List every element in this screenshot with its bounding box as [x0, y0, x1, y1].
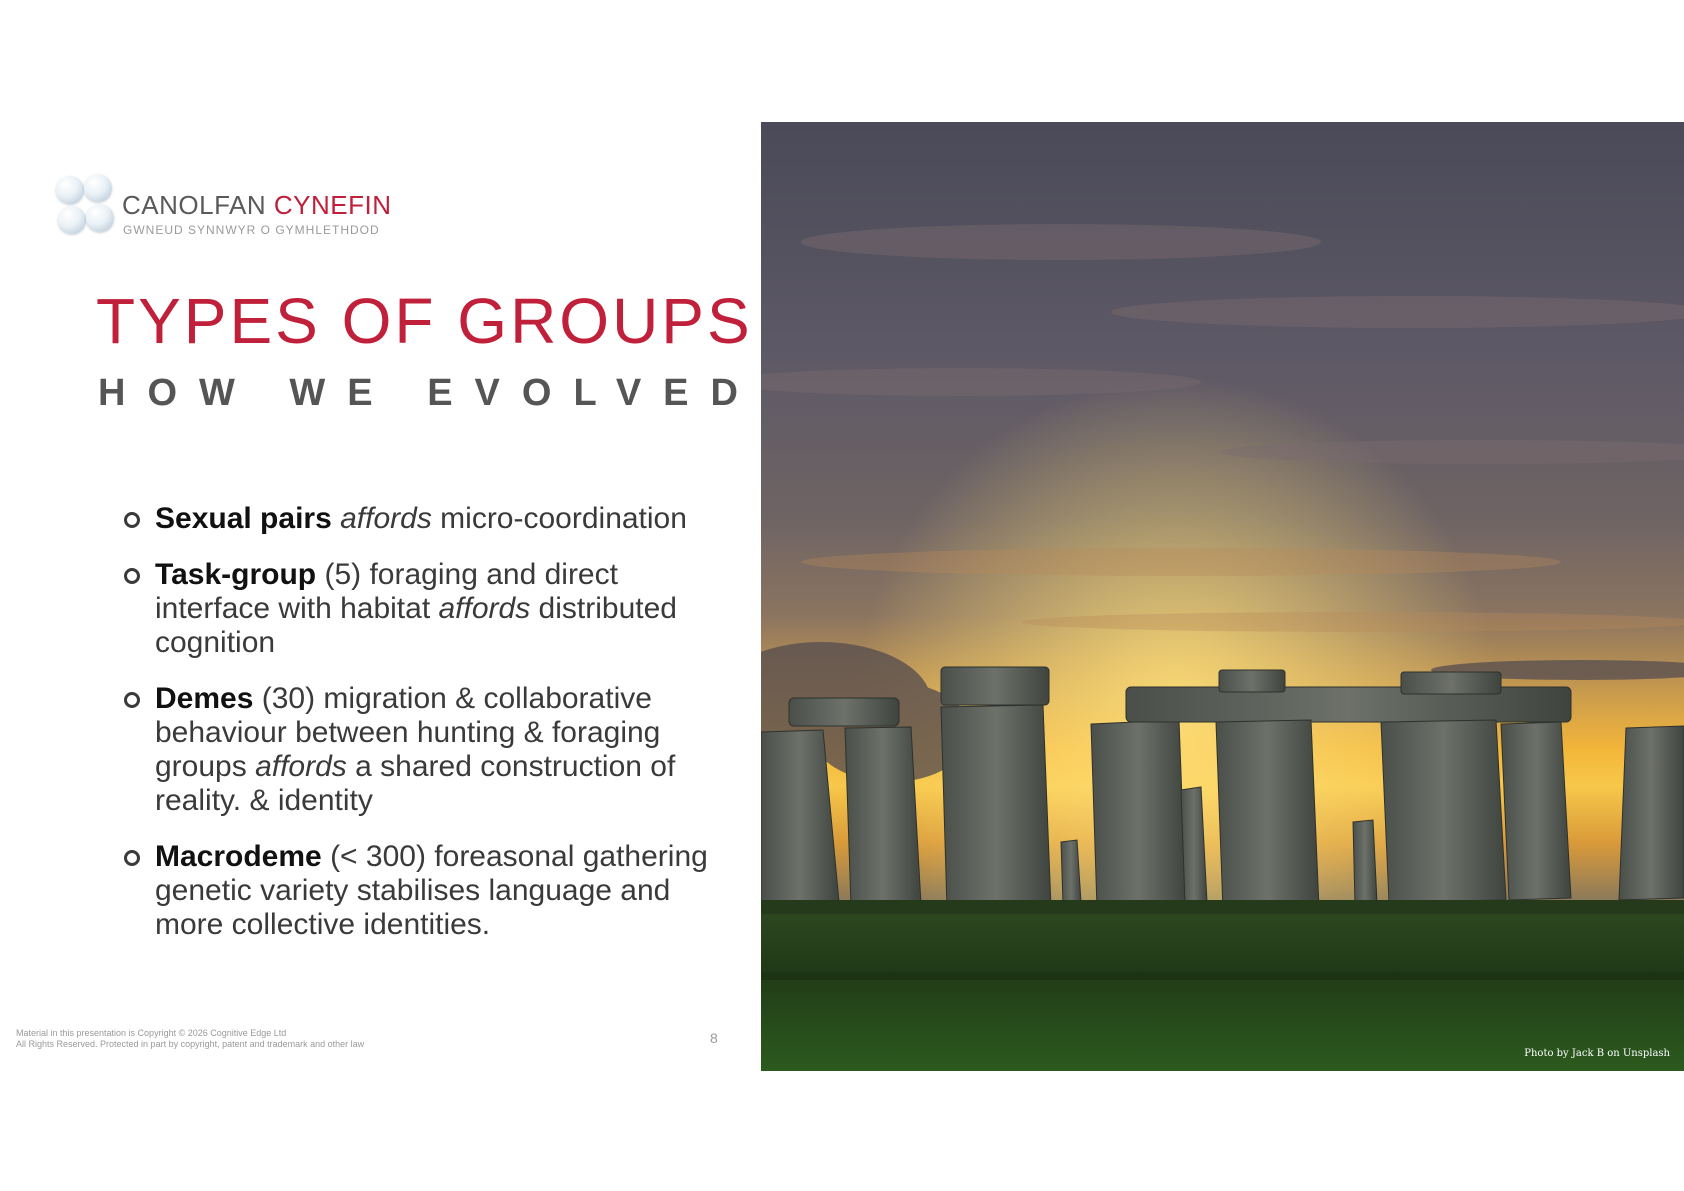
bullet-circle-icon	[124, 512, 140, 528]
bullet-text: (30) migration & collaborative behaviour between hunting & foraging groups	[155, 682, 661, 783]
list-item	[124, 682, 724, 818]
list-item	[124, 502, 724, 536]
stonehenge-sunset-photo	[761, 122, 1684, 1071]
bullet-term: Macrodeme	[155, 840, 322, 873]
canolfan-cynefin-logo	[56, 174, 396, 244]
bullet-term: Demes	[155, 682, 254, 715]
group-types-list	[124, 502, 724, 964]
list-item	[124, 840, 724, 942]
bullet-text-after: micro-coordination	[431, 502, 687, 535]
copyright-line-1: Material in this presentation is Copyright © 2026 Cognitive Edge Ltd	[16, 1028, 287, 1038]
bullet-text	[332, 502, 340, 535]
copyright-footer	[16, 1028, 364, 1050]
bullet-affords: affords	[438, 592, 531, 625]
logo-name-part2: CYNEFIN	[273, 190, 392, 220]
bullet-circle-icon	[124, 850, 140, 866]
slide-title: TYPES OF GROUPS	[96, 285, 753, 357]
photo-credit: Photo by Jack B on Unsplash	[1524, 1048, 1670, 1059]
bullet-text-after: a shared construction of reality. & identity	[155, 750, 676, 817]
photo-illustration	[761, 122, 1684, 1071]
logo-tagline: GWNEUD SYNNWYR O GYMHLETHDOD	[123, 223, 380, 237]
logo-spheres-icon	[56, 174, 118, 240]
bullet-text-after: distributed cognition	[155, 592, 677, 659]
bullet-term: Sexual pairs	[155, 502, 332, 535]
bullet-affords: affords	[255, 750, 347, 783]
page-number: 8	[710, 1030, 718, 1046]
bullet-affords: affords	[340, 502, 432, 535]
logo-name	[122, 190, 392, 221]
bullet-term: Task-group	[155, 558, 317, 591]
copyright-line-2: All Rights Reserved. Protected in part by copyright, patent and trademark and other law	[16, 1039, 365, 1049]
bullet-circle-icon	[124, 568, 140, 584]
slide-subtitle: HOW WE EVOLVED	[98, 372, 760, 414]
logo-name-part1: CANOLFAN	[122, 190, 267, 220]
bullet-circle-icon	[124, 692, 140, 708]
bullet-text: (5) foraging and direct interface with habitat	[155, 558, 618, 625]
bullet-text: (< 300) foreasonal gathering genetic variety stabilises language and more collective identities.	[155, 840, 708, 941]
list-item	[124, 558, 724, 660]
